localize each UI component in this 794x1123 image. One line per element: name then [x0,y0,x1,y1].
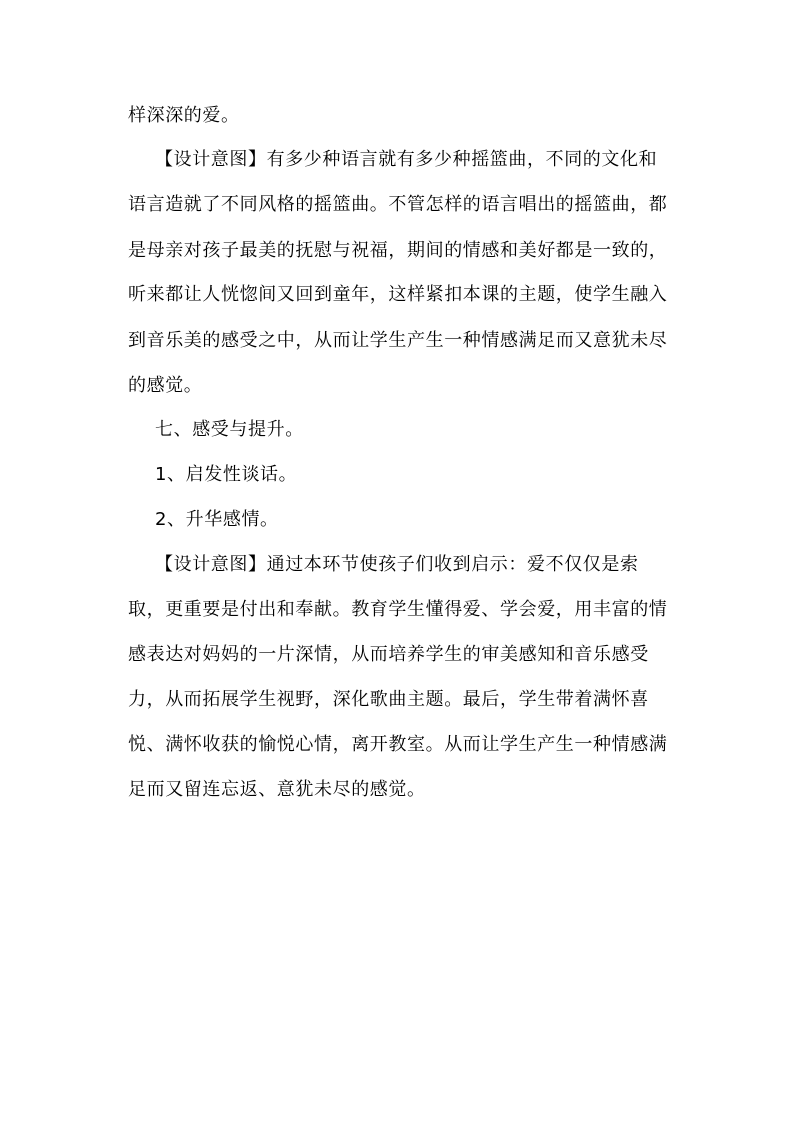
list-item: 1、启发性谈话。 [155,464,298,485]
paragraph-line: 的感觉。 [128,375,203,396]
paragraph-line: 是母亲对孩子最美的抚慰与祝福，期间的情感和美好都是一致的， [128,240,668,261]
paragraph-line: 取，更重要是付出和奉献。教育学生懂得爱、学会爱，用丰富的情 [128,599,668,620]
paragraph-line: 【设计意图】有多少种语言就有多少种摇篮曲，不同的文化和 [155,149,658,170]
paragraph-line: 悦、满怀收获的愉悦心情，离开教室。从而让学生产生一种情感满 [128,734,668,755]
list-item: 2、升华感情。 [155,509,279,530]
section-heading: 七、感受与提升。 [155,419,304,440]
paragraph-line: 足而又留连忘返、意犹未尽的感觉。 [128,779,426,800]
paragraph-line: 【设计意图】通过本环节使孩子们收到启示：爱不仅仅是索 [155,554,639,575]
paragraph-line: 听来都让人恍惚间又回到童年，这样紧扣本课的主题，使学生融入 [128,284,668,305]
paragraph-line: 到音乐美的感受之中，从而让学生产生一种情感满足而又意犹未尽 [128,330,668,351]
paragraph-line: 力，从而拓展学生视野，深化歌曲主题。最后，学生带着满怀喜 [128,689,649,710]
paragraph-line: 样深深的爱。 [128,105,240,126]
paragraph-line: 感表达对妈妈的一片深情，从而培养学生的审美感知和音乐感受 [128,644,649,665]
paragraph-line: 语言造就了不同风格的摇篮曲。不管怎样的语言唱出的摇篮曲，都 [128,194,668,215]
